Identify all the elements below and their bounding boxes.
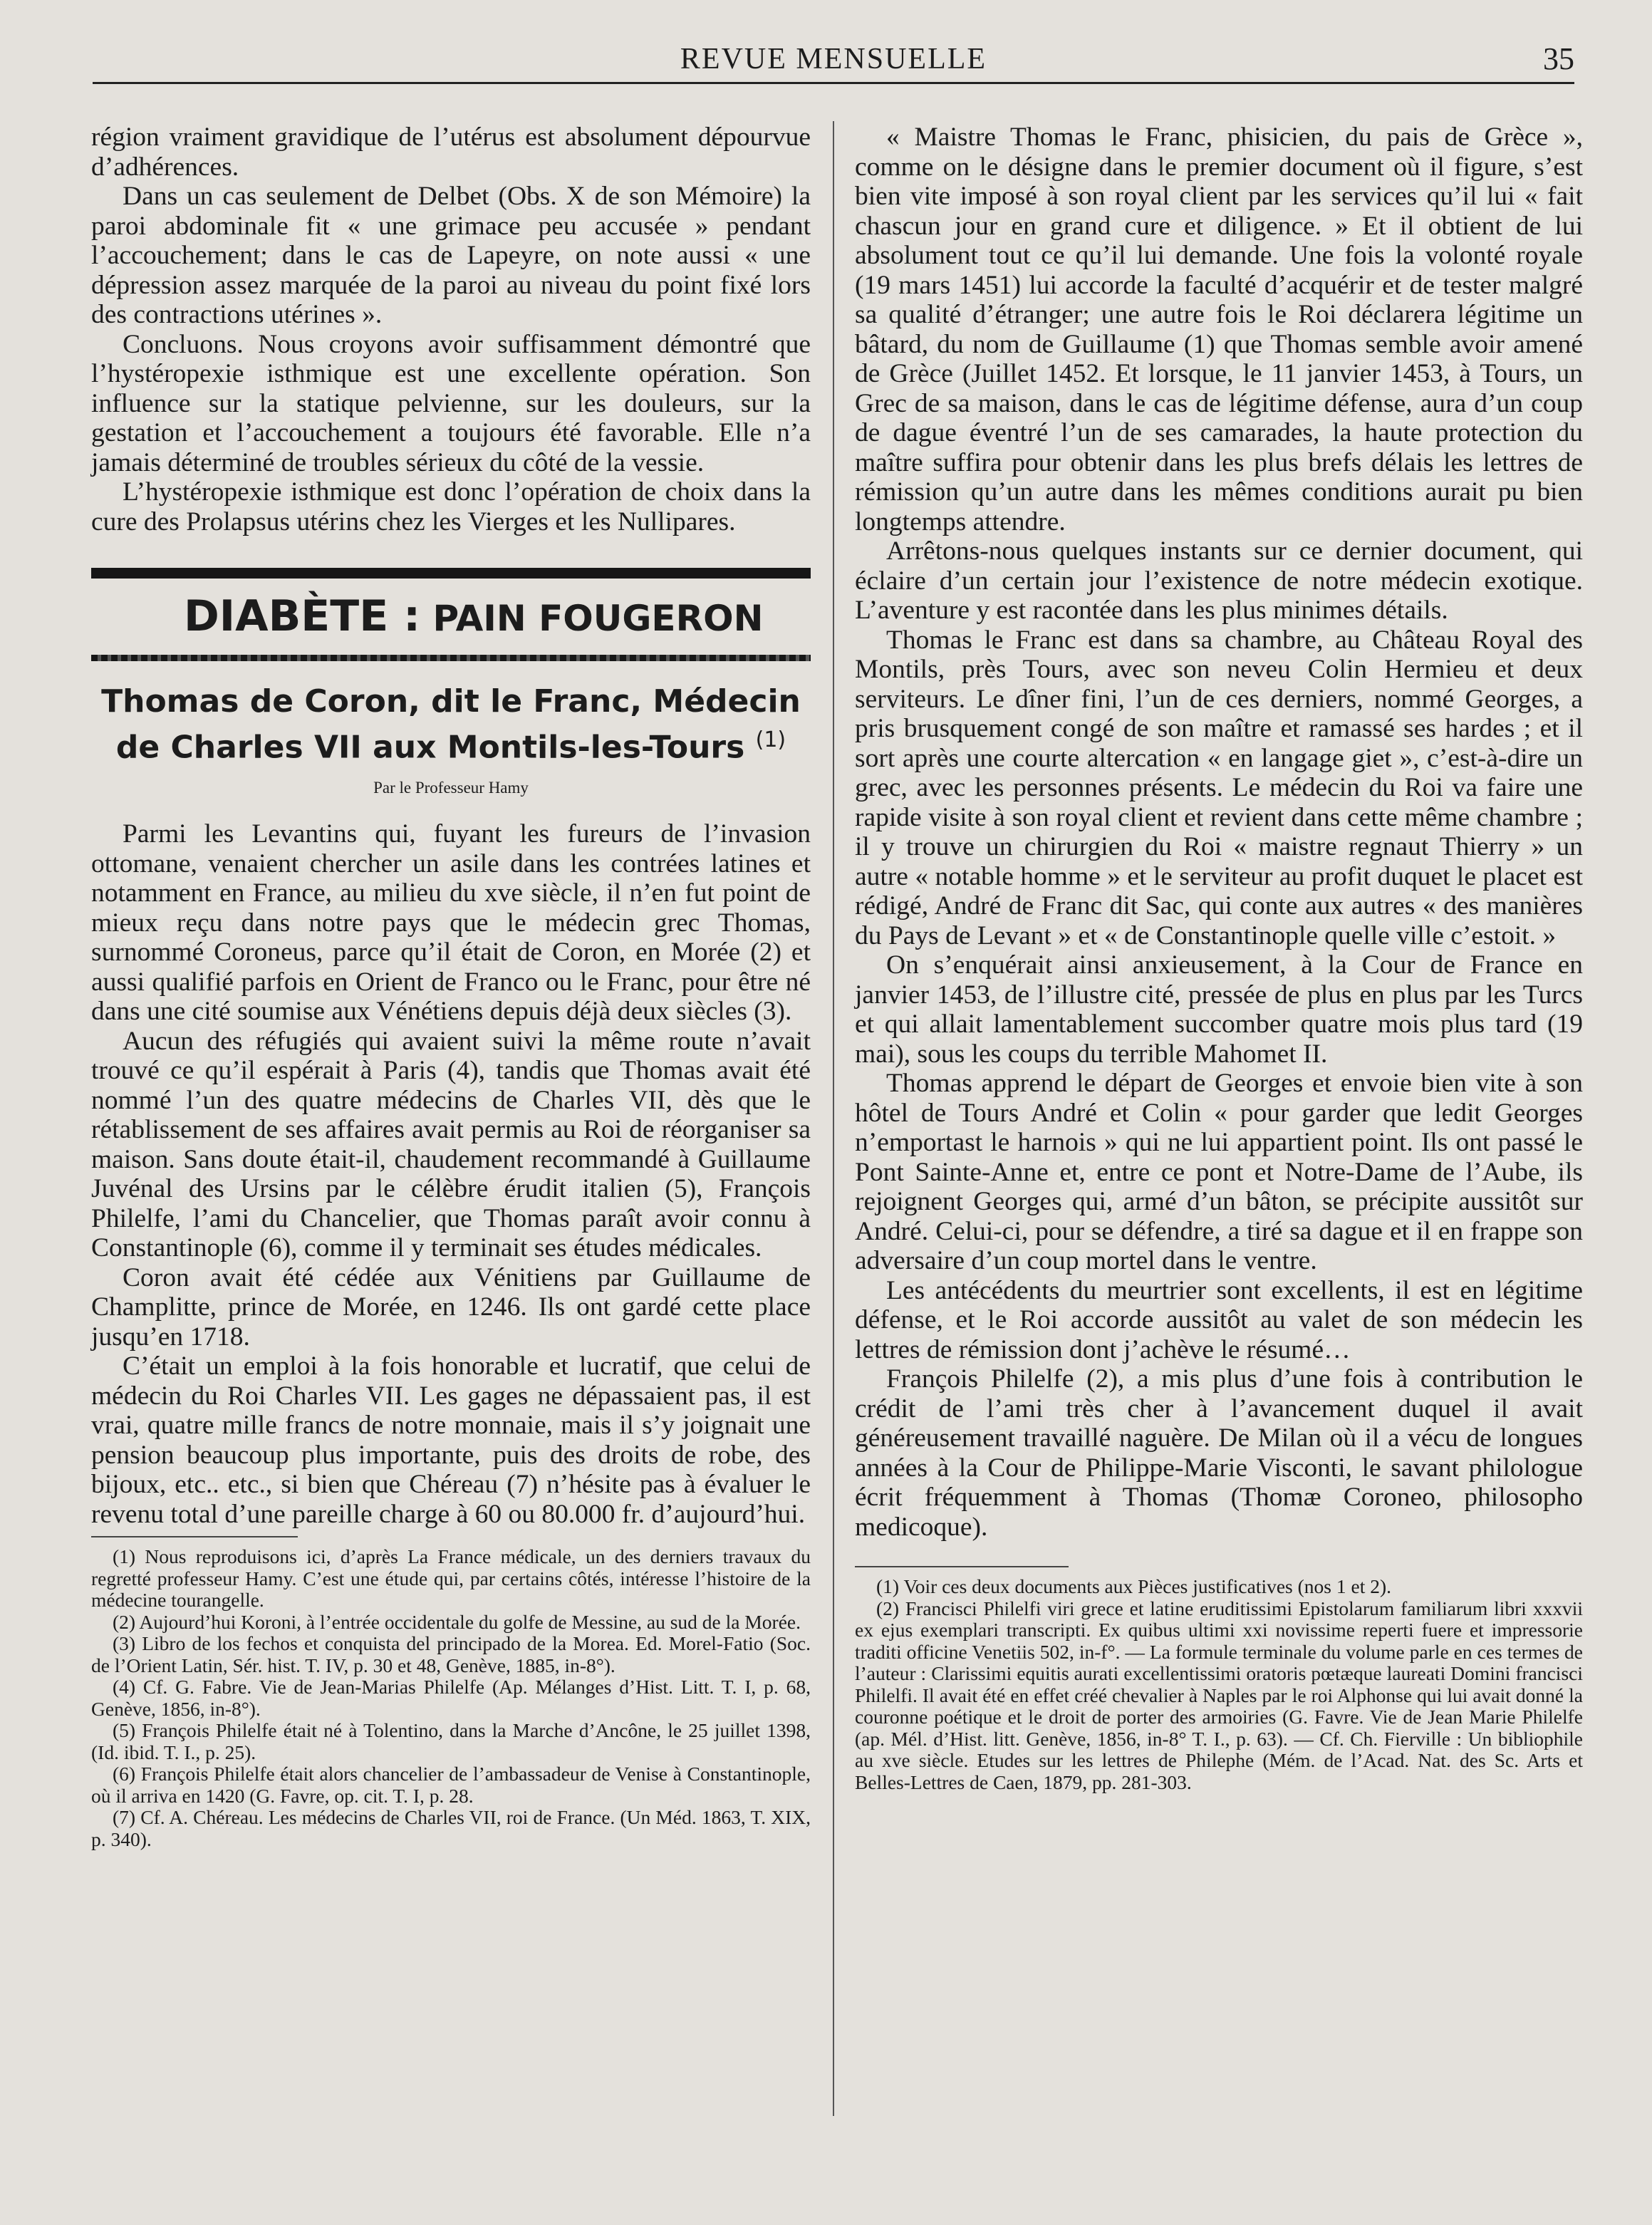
footnote: (2) Aujourd’hui Koroni, à l’entrée occidentale du golfe de Messine, au sud de la Morée. <box>113 1610 801 1633</box>
article-paragraph: C’était un emploi à la fois honorable et lucratif, que celui de médecin du Roi Charles VII. Les gages ne dépassaient pas, il est vrai, quatre mille francs de notre monnaie, mais il s’y joignait une pension beaucoup plus importante, puis des droits de robe, des bijoux, etc.. etc., si bien que Chéreau (7) n’hésite pas à évaluer le revenu total d’une pareille charge à 60 ou 80.000 fr. d’aujourd’hui. <box>91 1352 811 1529</box>
footnote: (5) François Philelfe était né à Tolentino, dans la Marche d’Ancône, le 25 juillet 1398, (Id. ibid. T. I., p. 25). <box>91 1719 811 1763</box>
article-paragraph: Aucun des réfugiés qui avaient suivi la même route n’avait trouvé ce qu’il espérait à Paris (4), tandis que Thomas avait été nommé l’un des quatre médecins de Charles VII, dès que le rétablissement de ses affaires avait permis au Roi de réorganiser sa maison. Sans doute était-il, chaudement recommandé à Guillaume Juvénal des Ursins par le célèbre érudit italien (5), François Philelfe, l’ami du Chancelier, que Thomas paraît avoir connu à Constantinople (6), comme il y terminait ses études médicales. <box>91 1026 811 1263</box>
ad-text <box>91 579 811 655</box>
article-title-line-1: Thomas de Coron, dit le Franc, Médecin <box>101 683 801 720</box>
article-title <box>91 683 811 767</box>
body-paragraph: Arrêtons-nous quelques instants sur ce dernier document, qui éclaire d’un certain jour l’existence de notre médecin exotique. L’aventure y est racontée dans les plus minimes détails. <box>855 536 1583 625</box>
article-paragraph: Coron avait été cédée aux Vénitiens par Guillaume de Champlitte, prince de Morée, en 1246. Ils ont gardé cette place jusqu’en 1718. <box>91 1262 811 1352</box>
page-number: 35 <box>1543 41 1574 76</box>
footnote: (4) Cf. G. Fabre. Vie de Jean-Marias Philelfe (Ap. Mélanges d’Hist. Litt. T. I, p. 68, Genève, 1856, in-8°). <box>91 1676 811 1720</box>
ad-word-pain-fougeron: PAIN FOUGERON <box>432 598 764 639</box>
ad-bottom-rule <box>91 655 811 661</box>
body-paragraph: Thomas le Franc est dans sa chambre, au Château Royal des Montils, près Tours, avec son neveu Colin Hermieu et deux serviteurs. Le dîner fini, l’un de ces derniers, nommé Georges, a pris brusquement congé de son maître et ramassé ses hardes ; et il sort après une courte altercation « en langage giet », c’est-à-dire un grec, avec les personnes présents. Le médecin du Roi va faire une rapide visite à son royal client et revient dans cette même chambre ; il y trouve un chirurgien du Roi « maistre regnaut Thierry » un autre « notable homme » et le serviteur au profit duquet le placet est rédigé, André de Franc dit Sac, qui conte aux autres « des manières du Pays de Levant » et « de Constantinople quelle ville c’estoit. » <box>855 625 1583 950</box>
footnote-rule <box>91 1536 298 1537</box>
footnote: (7) Cf. A. Chéreau. Les médecins de Charles VII, roi de France. (Un Méd. 1863, T. XIX, p. 340). <box>91 1806 811 1850</box>
running-header <box>93 39 1574 84</box>
body-paragraph: région vraiment gravidique de l’utérus est absolument dépourvue d’adhérences. <box>91 123 811 182</box>
footnote: (1) Nous reproduisons ici, d’après La France médicale, un des derniers travaux du regretté professeur Hamy. C’est une étude qui, par certains côtés, intéresse l’histoire de la médecine tourangelle. <box>91 1545 811 1612</box>
article-title-line-2: de Charles VII aux Montils-les-Tours $^{(1)}$ <box>115 727 786 766</box>
title-footnote-ref: (1) <box>755 727 786 752</box>
right-column <box>855 123 1583 1793</box>
article-paragraph: Parmi les Levantins qui, fuyant les fureurs de l’invasion ottomane, venaient chercher un asile dans les contrées latines et notamment en France, au milieu du xve siècle, il n’en fut point de mieux reçu dans notre pays que le médecin grec Thomas, surnommé Coroneus, parce qu’il était de Coron, en Morée (2) et aussi qualifié parfois en Orient de Franco ou le Franc, pour être né dans une cité soumise aux Vénétiens depuis déjà deux siècles (3). <box>91 819 811 1027</box>
body-paragraph: Concluons. Nous croyons avoir suffisamment démontré que l’hystéropexie isthmique est une excellente opération. Son influence sur la statique pelvienne, sur les douleurs, sur la gestation et l’accouchement a toujours été favorable. Elle n’a jamais déterminé de troubles sérieux du côté de la vessie. <box>91 329 811 477</box>
left-column <box>91 123 811 1850</box>
ad-word-diabete: DIABÈTE : <box>184 591 421 641</box>
body-paragraph: L’hystéropexie isthmique est donc l’opération de choix dans la cure des Prolapsus utérins chez les Vierges et les Nullipares. <box>91 477 811 536</box>
body-paragraph: Dans un cas seulement de Delbet (Obs. X de son Mémoire) la paroi abdominale fit « une grimace peu accusée » pendant l’accouchement; dans le cas de Lapeyre, on note aussi « une dépression assez marquée de la paroi au niveau du point fixé lors des contractions utérines ». <box>91 182 811 329</box>
body-paragraph: Thomas apprend le départ de Georges et envoie bien vite à son hôtel de Tours André et Colin « pour garder que ledit Georges n’emportast le harnois » qui ne lui appartient point. Ils ont passé le Pont Sainte-Anne et, entre ce pont et Notre-Dame de l’Aube, ils rejoignent Georges qui, armé d’un bâton, se précipite aussitôt sur André. Celui-ci, pour se défendre, a tiré sa dague et il en frappe son adversaire d’un coup mortel dans le ventre. <box>855 1069 1583 1275</box>
body-paragraph: François Philelfe (2), a mis plus d’une fois à contribution le crédit de l’ami très cher à l’avancement duquel il avait généreusement travaillé naguère. De Milan où il a vécu de longues années à la Cour de Philippe-Marie Visconti, le savant philologue écrit fréquemment à Thomas (Thomæ Coroneo, philosopho medicoque). <box>855 1364 1583 1542</box>
footnote-rule <box>855 1566 1069 1567</box>
footnote: (2) Francisci Philelfi viri grece et latine eruditissimi Epistolarum familiarum libri xxxvii ex ejus exemplari transcripti. Ex quibus ultimi xxi novissime reperti fuere et impressorie traditi officine Venetiis 502, in-f°. — La formule terminale du volume parle en ces termes de l’auteur : Clarissimi equitis aurati excellentissimi oratoris pœtæque laureati Domini francisci Philelfi. Il avait été en effet créé chevalier à Naples par le roi Alphonse qui lui avait donné la couronne poétique et le droit de porter des armoiries (G. Favre. Vie de Jean Marie Philelfe (ap. Mél. d’Hist. litt. Genève, 1856, in-8° T. I., p. 63). — Cf. Ch. Fierville : Un bibliophile au xve siècle. Etudes sur les lettres de Philephe (Mém. de l’Acad. Nat. des Sc. Arts et Belles-Lettres de Caen, 1879, pp. 281-303. <box>855 1597 1583 1793</box>
body-paragraph: « Maistre Thomas le Franc, phisicien, du pais de Grèce », comme on le désigne dans le premier document où il figure, s’est bien vite imposé à son royal client par les services qu’il lui « fait chascun jour en grand cure et diligence. » Et il obtient de lui absolument tout ce qu’il lui demande. Une fois la volonté royale (19 mars 1451) lui accorde la faculté d’acquérir et de tester malgré sa qualité d’étranger; une autre fois le Roi déclarera légitime un bâtard, du nom de Guillaume (1) que Thomas semble avoir amené de Grèce (Juillet 1452. Et lorsque, le 11 janvier 1453, à Tours, un Grec de sa maison, dans le cas de légitime défense, aura d’un coup de dague éventré l’un de ses camarades, la haute protection du maître suffira pour obtenir dans les plus brefs délais les lettres de rémission qu’un autre dans les mêmes conditions aurait pu bien longtemps attendre. <box>855 123 1583 536</box>
ad-top-rule <box>91 568 811 579</box>
footnote: (6) François Philelfe était alors chancelier de l’ambassadeur de Venise à Constantinople, où il arriva en 1420 (G. Favre, op. cit. T. I, p. 28. <box>91 1763 811 1807</box>
article-byline: Par le Professeur Hamy <box>373 778 529 797</box>
footnotes-left <box>91 1546 811 1850</box>
journal-title: REVUE MENSUELLE <box>680 43 987 76</box>
body-paragraph: On s’enquérait ainsi anxieusement, à la Cour de France en janvier 1453, de l’illustre cité, pressée de plus en plus par les Turcs et qui allait lamentablement succomber quatre mois plus tard (19 mai), sous les coups du terrible Mahomet II. <box>855 950 1583 1069</box>
footnote: (1) Voir ces deux documents aux Pièces justificatives (nos 1 et 2). <box>876 1575 1391 1597</box>
footnote: (3) Libro de los fechos et conquista del principado de la Morea. Ed. Morel-Fatio (Soc. de l’Orient Latin, Sér. hist. T. IV, p. 30 et 48, Genève, 1885, in-8°). <box>91 1632 811 1676</box>
footnotes-right <box>855 1576 1583 1793</box>
body-paragraph: Les antécédents du meurtrier sont excellents, il est en légitime défense, et le Roi accorde aussitôt au valet de son médecin les lettres de rémission dont j’achève le résumé… <box>855 1275 1583 1364</box>
advertisement-banner <box>91 568 811 661</box>
column-divider <box>833 121 834 2116</box>
